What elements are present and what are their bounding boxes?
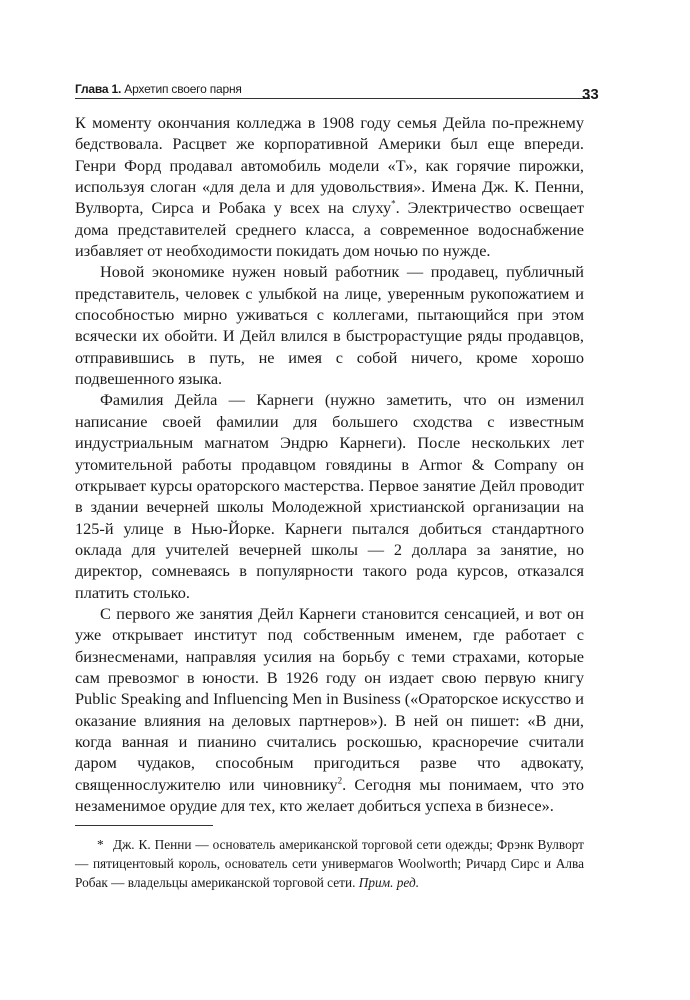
paragraph-3: Фамилия Дейла — Карнеги (нужно заметить, что он изменил написание своей фамилии для большего сходства с известным индустриальным магнатом Эндрю Карнеги). После нескольких лет утомительной работы продавцом говядины в Armor & Company он открывает курсы ораторского мастерства. Первое занятие Дейл проводит в здании вечерней школы Молодежной христианской организации на 125-й улице в Нью-Йорке. Карнеги пытался добиться стандартного оклада для учителей вечерней школы — 2 доллара за занятие, но директор, сомневаясь в популярности такого рода курсов, отказался платить столько. (75, 390, 584, 602)
paragraph-4-text: С первого же занятия Дейл Карнеги становится сенсацией, и вот он уже открывает институт под собственным именем, где работает с бизнесменами, направляя усилия на борьбу с теми страхами, которые сам превозмог в юности. В 1926 году он издает свою первую книгу Public Speaking and Influencing Men in Business («Ораторское искусство и оказание влияния на деловых партнеров»). В ней он пишет: «В дни, когда ванная и пианино считались роскошью, красноречие считали даром чудаков, способным пригодиться разве что адвокату, священнослужителю или чиновнику (75, 603, 584, 794)
chapter-title: Архетип своего парня (124, 82, 242, 96)
endnote-ref-2[interactable]: 2 (337, 775, 343, 786)
footnote (75, 835, 584, 892)
header-rule (75, 98, 590, 99)
running-header (75, 80, 598, 102)
footnote-text: Дж. К. Пенни — основатель американской торговой сети одежды; Фрэнк Вулворт — пятицентовый король, основатель сети универмагов Woolworth; Ричард Сирс и Алва Робак — владельцы американской торговой сети. (75, 837, 584, 890)
chapter-heading (75, 82, 242, 96)
paragraph-1-text: К моменту окончания колледжа в 1908 году семья Дейла по-прежнему бедствовала. Расцвет же корпоративной Америки был еще впереди. Генри Форд продавал автомобиль модели «Т», как горячие пирожки, используя слоган «для дела и для удовольствия». Имена Дж. К. Пенни, Вулворта, Сирса и Робака у всех на слуху (75, 113, 584, 218)
paragraph-4 (75, 603, 584, 816)
footnote-ref-asterisk[interactable]: * (391, 198, 396, 209)
footnote-rule (75, 825, 213, 826)
page-number: 33 (582, 86, 599, 103)
footnote-mark: * (97, 837, 104, 852)
editor-note: Прим. ред. (358, 875, 420, 890)
paragraph-1-text-after: . Электричество освещает дома представителей среднего класса, а современное водоснабжение избавляет от необходимости покидать дом ночью по нужде. (75, 198, 584, 261)
body-text (75, 112, 584, 816)
paragraph-2: Новой экономике нужен новый работник — продавец, публичный представитель, человек с улыбкой на лице, уверенным рукопожатием и способностью мирно уживаться с коллегами, пытающийся при этом всячески их обойти. И Дейл влился в быстрорастущие ряды продавцов, отправившись в путь, не имея с собой ничего, кроме хорошо подвешенного языка. (75, 262, 584, 389)
chapter-label: Глава 1. (75, 82, 122, 96)
paragraph-4-text-after: . Сегодня мы понимаем, что это незаменимое орудие для тех, кто желает добиться успеха в бизнесе». (75, 774, 585, 815)
paragraph-1 (75, 112, 584, 261)
